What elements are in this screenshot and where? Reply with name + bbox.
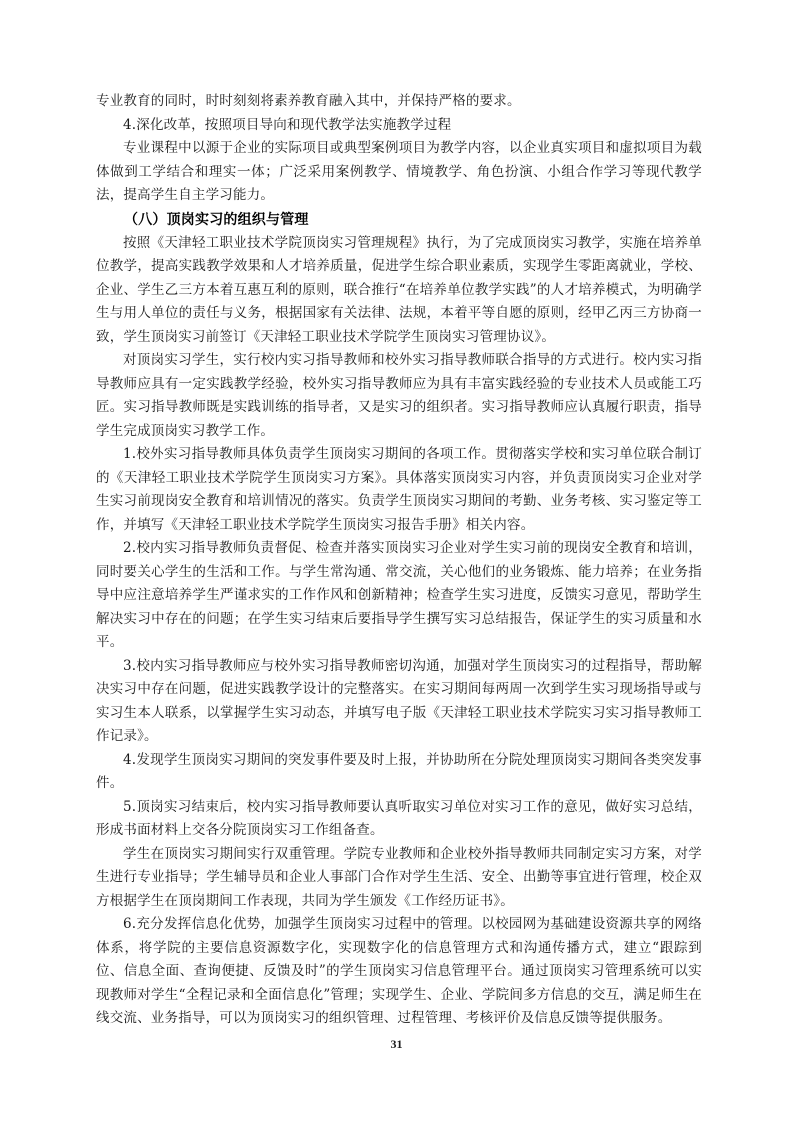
paragraph-point-5: 5.顶岗实习结束后，校内实习指导教师要认真听取实习单位对实习工作的意见，做好实习总结，形成书面材料上交各分院顶岗实习工作组备查。 <box>96 798 702 838</box>
paragraph-point-1: 1.校外实习指导教师具体负责学生顶岗实习期间的各项工作。贯彻落实学校和实习单位联合制订的《天津轻工职业技术学院学生顶岗实习方案》。具体落实顶岗实习内容，并负责顶岗实习企业对学生实习前现岗安全教育和培训情况的落实。负责学生顶岗实习期间的考勤、业务考核、实习鉴定等工作，并填写《天津轻工职业技术学院学生顶岗实习报告手册》相关内容。 <box>96 446 702 533</box>
paragraph-item-4: 4.深化改革，按照项目导向和现代教学法实施教学过程 <box>123 116 452 133</box>
document-body <box>96 90 702 1031</box>
paragraph-point-4: 4.发现学生顶岗实习期间的突发事件要及时上报，并协助所在分院处理顶岗实习期间各类突发事件。 <box>96 751 702 791</box>
section-heading: （八）顶岗实习的组织与管理 <box>124 211 309 228</box>
paragraph-regulations: 按照《天津轻工职业技术学院顶岗实习管理规程》执行，为了完成顶岗实习教学，实施在培养单位教学，提高实践教学效果和人才培养质量，促进学生综合职业素质，实现学生零距离就业，学校、企业、学生乙三方本着互惠互利的原则，联合推行“在培养单位教学实践”的人才培养模式，为明确学生与用人单位的责任与义务，根据国家有关法律、法规，本着平等自愿的原则，经甲乙丙三方协商一致，学生顶岗实习前签订《天津轻工职业技术学院学生顶岗实习管理协议》。 <box>96 234 702 345</box>
paragraph-dual-management: 学生在顶岗实习期间实行双重管理。学院专业教师和企业校外指导教师共同制定实习方案，对学生进行专业指导；学生辅导员和企业人事部门合作对学生生活、安全、出勤等事宜进行管理，校企双方根据学生在顶岗期间工作表现，共同为学生颁发《工作经历证书》。 <box>96 845 702 909</box>
page-number: 31 <box>390 1037 403 1051</box>
paragraph-teaching-methods: 专业课程中以源于企业的实际项目或典型案例项目为教学内容，以企业真实项目和虚拟项目为载体做到工学结合和理实一体；广泛采用案例教学、情境教学、角色扮演、小组合作学习等现代教学法，提高学生自主学习能力。 <box>96 140 702 203</box>
paragraph-point-3: 3.校内实习指导教师应与校外实习指导教师密切沟通，加强对学生顶岗实习的过程指导，帮助解决实习中存在问题，促进实践教学设计的完整落实。在实习期间每两周一次到学生实习现场指导或与实习生本人联系，以掌握学生实习动态，并填写电子版《天津轻工职业技术学院实习实习指导教师工作记录》。 <box>96 657 702 744</box>
paragraph-joint-guidance: 对顶岗实习学生，实行校内实习指导教师和校外实习指导教师联合指导的方式进行。校内实习指导教师应具有一定实践教学经验，校外实习指导教师应为具有丰富实践经验的专业技术人员或能工巧匠。实习指导教师既是实践训练的指导者，又是实习的组织者。实习指导教师应认真履行职责，指导学生完成顶岗实习教学工作。 <box>96 352 702 439</box>
paragraph-point-2: 2.校内实习指导教师负责督促、检查并落实顶岗实习企业对学生实习前的现岗安全教育和培训，同时要关心学生的生活和工作。与学生常沟通、常交流，关心他们的业务锻炼、能力培养；在业务指导中应注意培养学生严谨求实的工作作风和创新精神；检查学生实习进度，反馈实习意见，帮助学生解决实习中存在的问题；在学生实习结束后要指导学生撰写实习总结报告，保证学生的实习质量和水平。 <box>96 540 702 650</box>
paragraph-point-6: 6.充分发挥信息化优势，加强学生顶岗实习过程中的管理。以校园网为基础建设资源共享的网络体系，将学院的主要信息资源数字化，实现数字化的信息管理方式和沟通传播方式，建立“跟踪到位、信息全面、查询便捷、反馈及时”的学生顶岗实习信息管理平台。通过顶岗实习管理系统可以实现教师对学生“全程记录和全面信息化”管理；实现学生、企业、学院间多方信息的交互，满足师生在线交流、业务指导，可以为顶岗实习的组织管理、过程管理、考核评价及信息反馈等提供服务。 <box>96 916 702 1026</box>
paragraph-continuation: 专业教育的同时，时时刻刻将素养教育融入其中，并保持严格的要求。 <box>96 93 521 109</box>
